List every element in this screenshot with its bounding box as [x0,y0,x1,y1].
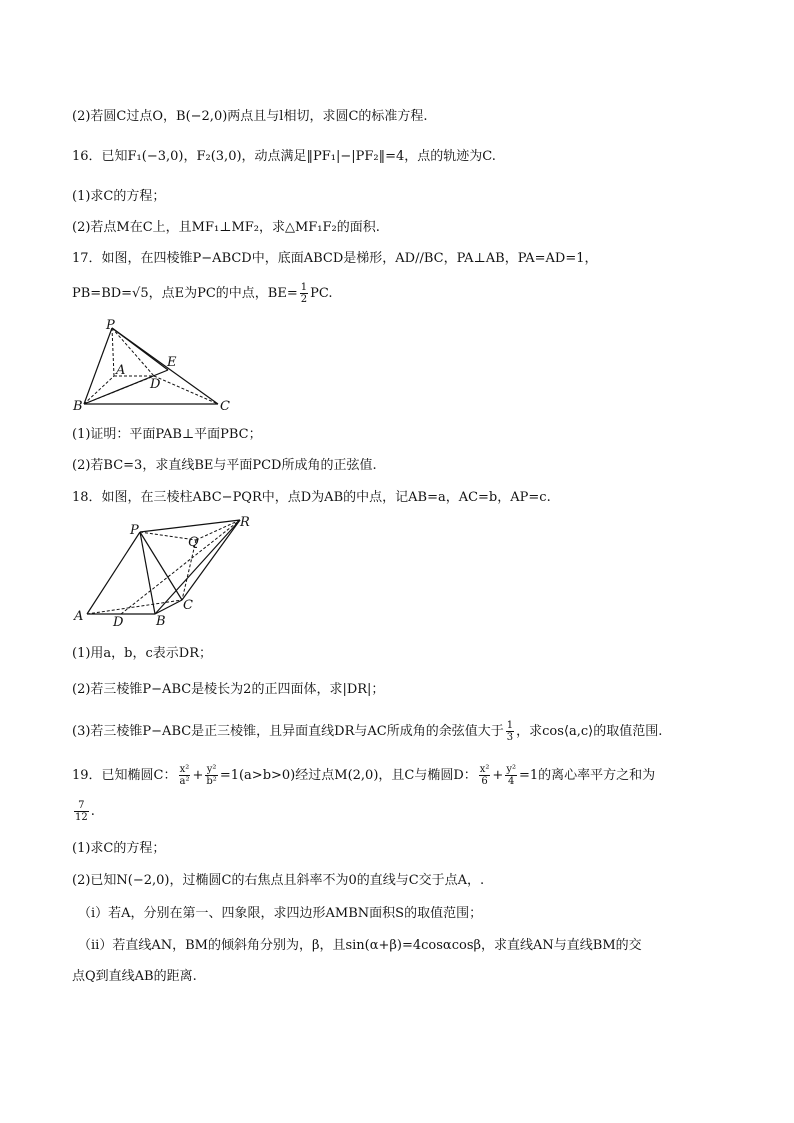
q17-part1: (1)证明：平面PAB⊥平面PBC； [72,427,262,442]
q19-stem-end: 的离心率平方之和为 [538,768,656,783]
equals-one: =1 [219,768,239,783]
q18-part3-end: ，求cos⟨a,c⟩的取值范围. [516,724,663,739]
fig18-label-D: D [113,615,124,630]
equals-one-2: =1 [519,768,539,783]
fig18-label-R: R [240,515,250,530]
fig17-label-B: B [73,399,83,414]
q19-stem-mid: (a>b>0)经过点M(2,0)，且C与椭圆D： [238,768,477,783]
q16-part1: (1)求C的方程； [72,189,166,204]
fraction-half: $\frac{1}{2}$ [300,282,308,305]
fig17-label-D: D [150,377,161,392]
q18-part2: (2)若三棱锥P−ABC是棱长为2的正四面体，求|DR|； [72,682,385,697]
q19-part2: (2)已知N(−2,0)，过椭圆C的右焦点且斜率不为0的直线与C交于点A，. [72,873,485,888]
q18-part3 [72,720,662,743]
fraction-third: $\frac{1}{3}$ [506,720,514,743]
figure-pyramid-pabcd [70,318,240,418]
fig18-label-A: A [74,609,84,624]
q19-stem [72,764,655,787]
fraction-ellC-x: $\frac{\text{x²}}{\text{a²}}$ [179,764,190,787]
fig18-label-C: C [183,598,193,613]
q15-part2: (2)若圆C过点O，B(−2,0)两点且与l相切，求圆C的标准方程. [72,109,428,124]
q17-stem: 17．如图，在四棱锥P−ABCD中，底面ABCD是梯形，AD//BC，PA⊥AB，PA=AD=1， [72,251,598,266]
fig17-label-P: P [106,318,115,333]
q19-part1: (1)求C的方程； [72,841,166,856]
fig18-label-P: P [130,523,139,538]
q18-part3-text: (3)若三棱锥P−ABC是正三棱锥，且异面直线DR与AC所成角的余弦值大于 [72,724,504,739]
q18-stem: 18．如图，在三棱柱ABC−PQR中，点D为AB的中点，记AB=a，AC=b，AP=c. [72,490,551,505]
q19-part2-ii-cont: 点Q到直线AB的距离. [72,969,197,984]
q19-stem-start: 19．已知椭圆C： [72,768,177,783]
q17-stem-cont [72,282,333,305]
figure-prism-abcpqr [70,512,260,632]
q18-part1: (1)用a，b，c表示DR； [72,646,212,661]
q19-stem-cont: $\frac{7}{12}$ . [75,800,95,823]
fraction-seven-twelfths: $\frac{7}{12}$ [75,800,88,823]
fig18-label-Q: Q [188,535,199,550]
fraction-ellD-x: $\frac{\text{x²}}{6}$ [479,764,490,787]
plus-sign: + [192,768,204,783]
q17-part2: (2)若BC=3，求直线BE与平面PCD所成角的正弦值. [72,458,377,473]
q16-stem: 16．已知F₁(−3,0)，F₂(3,0)，动点满足‖PF₁|−|PF₂‖=4，点的轨迹为C. [72,149,496,164]
fraction-ellD-y: $\frac{\text{y²}}{4}$ [506,764,516,787]
q19-part2-ii: （ⅱ）若直线AN，BM的倾斜角分别为，β，且sin(α+β)=4cosαcosβ，求直线AN与直线BM的交 [78,938,642,953]
q19-part2-i: （ⅰ）若A，分别在第一、四象限，求四边形AMBN面积S的取值范围； [78,906,483,921]
plus-sign-2: + [492,768,504,783]
fig17-label-E: E [167,355,177,370]
fig17-label-A: A [116,363,126,378]
fig18-label-B: B [156,614,166,629]
q17-given: PB=BD=√5，点E为PC的中点，BE= [72,286,298,301]
q17-given-end: PC. [310,286,333,301]
q16-part2: (2)若点M在C上，且MF₁⊥MF₂，求△MF₁F₂的面积. [72,220,380,235]
fraction-ellC-y: $\frac{\text{y²}}{\text{b²}}$ [206,764,217,787]
fig17-label-C: C [220,399,230,414]
